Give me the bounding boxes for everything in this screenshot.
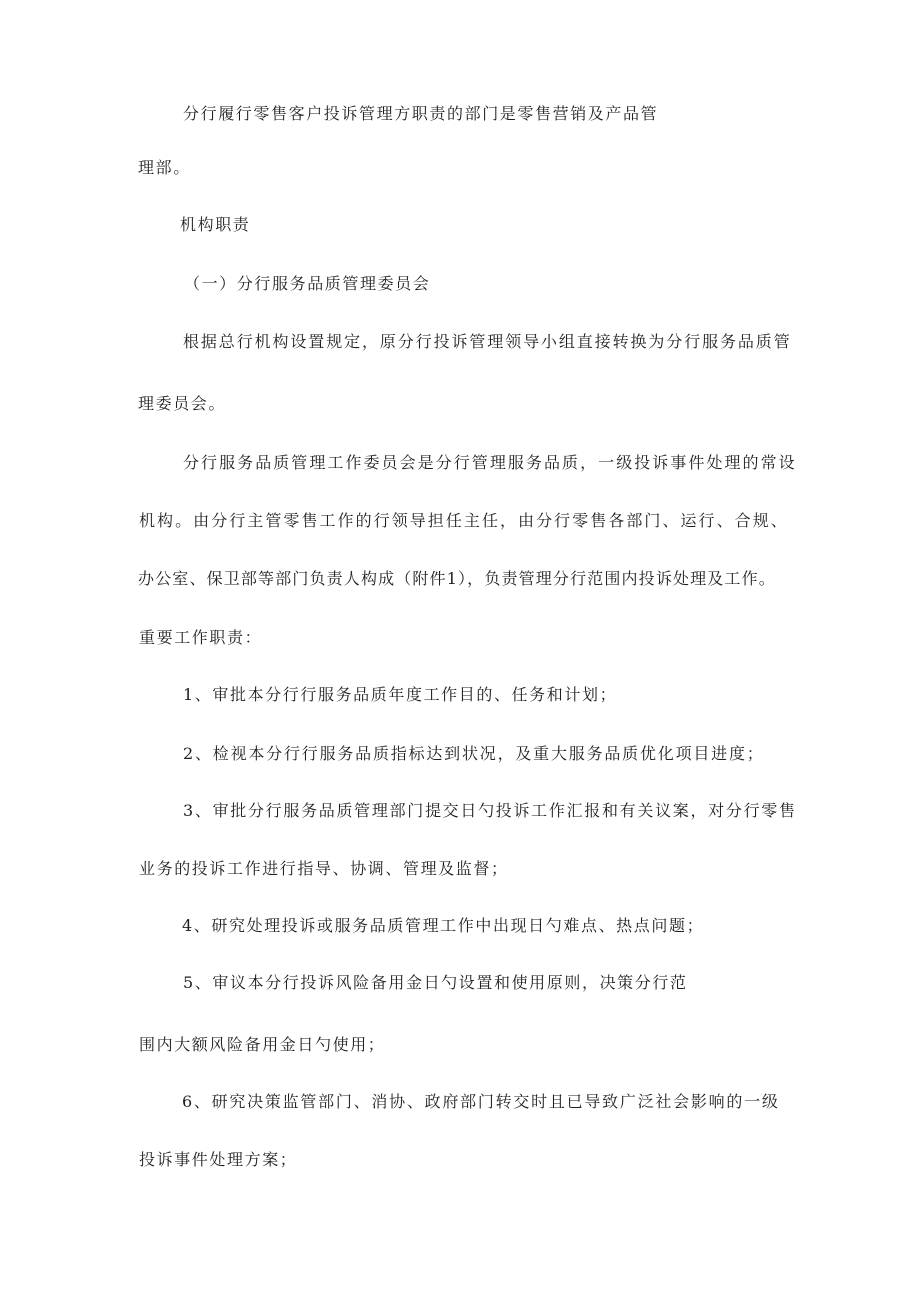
list-item: 2、检视本分行行服务品质指标达到状况，及重大服务品质优化项目进度； <box>183 744 765 763</box>
subsection-heading: （一）分行服务品质管理委员会 <box>184 274 431 293</box>
text-line: 办公室、保卫部等部门负责人构成（附件1），负责管理分行范围内投诉处理及工作。 <box>138 569 776 588</box>
list-item: 4、研究处理投诉或服务品质管理工作中出现日勺难点、热点问题； <box>182 916 705 935</box>
section-heading: 机构职责 <box>180 215 251 234</box>
text-line: 机构。由分行主管零售工作的行领导担任主任，由分行零售各部门、运行、合规、 <box>139 511 789 530</box>
text-line: 分行履行零售客户投诉管理方职责的部门是零售营销及产品管 <box>183 104 659 123</box>
text-line: 围内大额风险备用金日勺使用； <box>139 1035 386 1054</box>
list-item: 1、审批本分行行服务品质年度工作目的、任务和计划； <box>183 685 618 704</box>
text-line: 分行服务品质管理工作委员会是分行管理服务品质，一级投诉事件处理的常设 <box>183 453 797 472</box>
text-line: 根据总行机构设置规定，原分行投诉管理领导小组直接转换为分行服务品质管 <box>183 332 792 351</box>
text-line: 投诉事件处理方案； <box>139 1150 298 1169</box>
list-item: 6、研究决策监管部门、消协、政府部门转交时且已导致广泛社会影响的一级 <box>182 1092 780 1111</box>
text-line: 理部。 <box>138 158 191 177</box>
text-line: 重要工作职责： <box>139 628 263 647</box>
list-item: 5、审议本分行投诉风险备用金日勺设置和使用原则，决策分行范 <box>183 973 688 992</box>
text-line: 理委员会。 <box>138 394 227 413</box>
list-item: 3、审批分行服务品质管理部门提交日勺投诉工作汇报和有关议案，对分行零售 <box>183 801 797 820</box>
text-line: 业务的投诉工作进行指导、协调、管理及监督； <box>139 859 509 878</box>
